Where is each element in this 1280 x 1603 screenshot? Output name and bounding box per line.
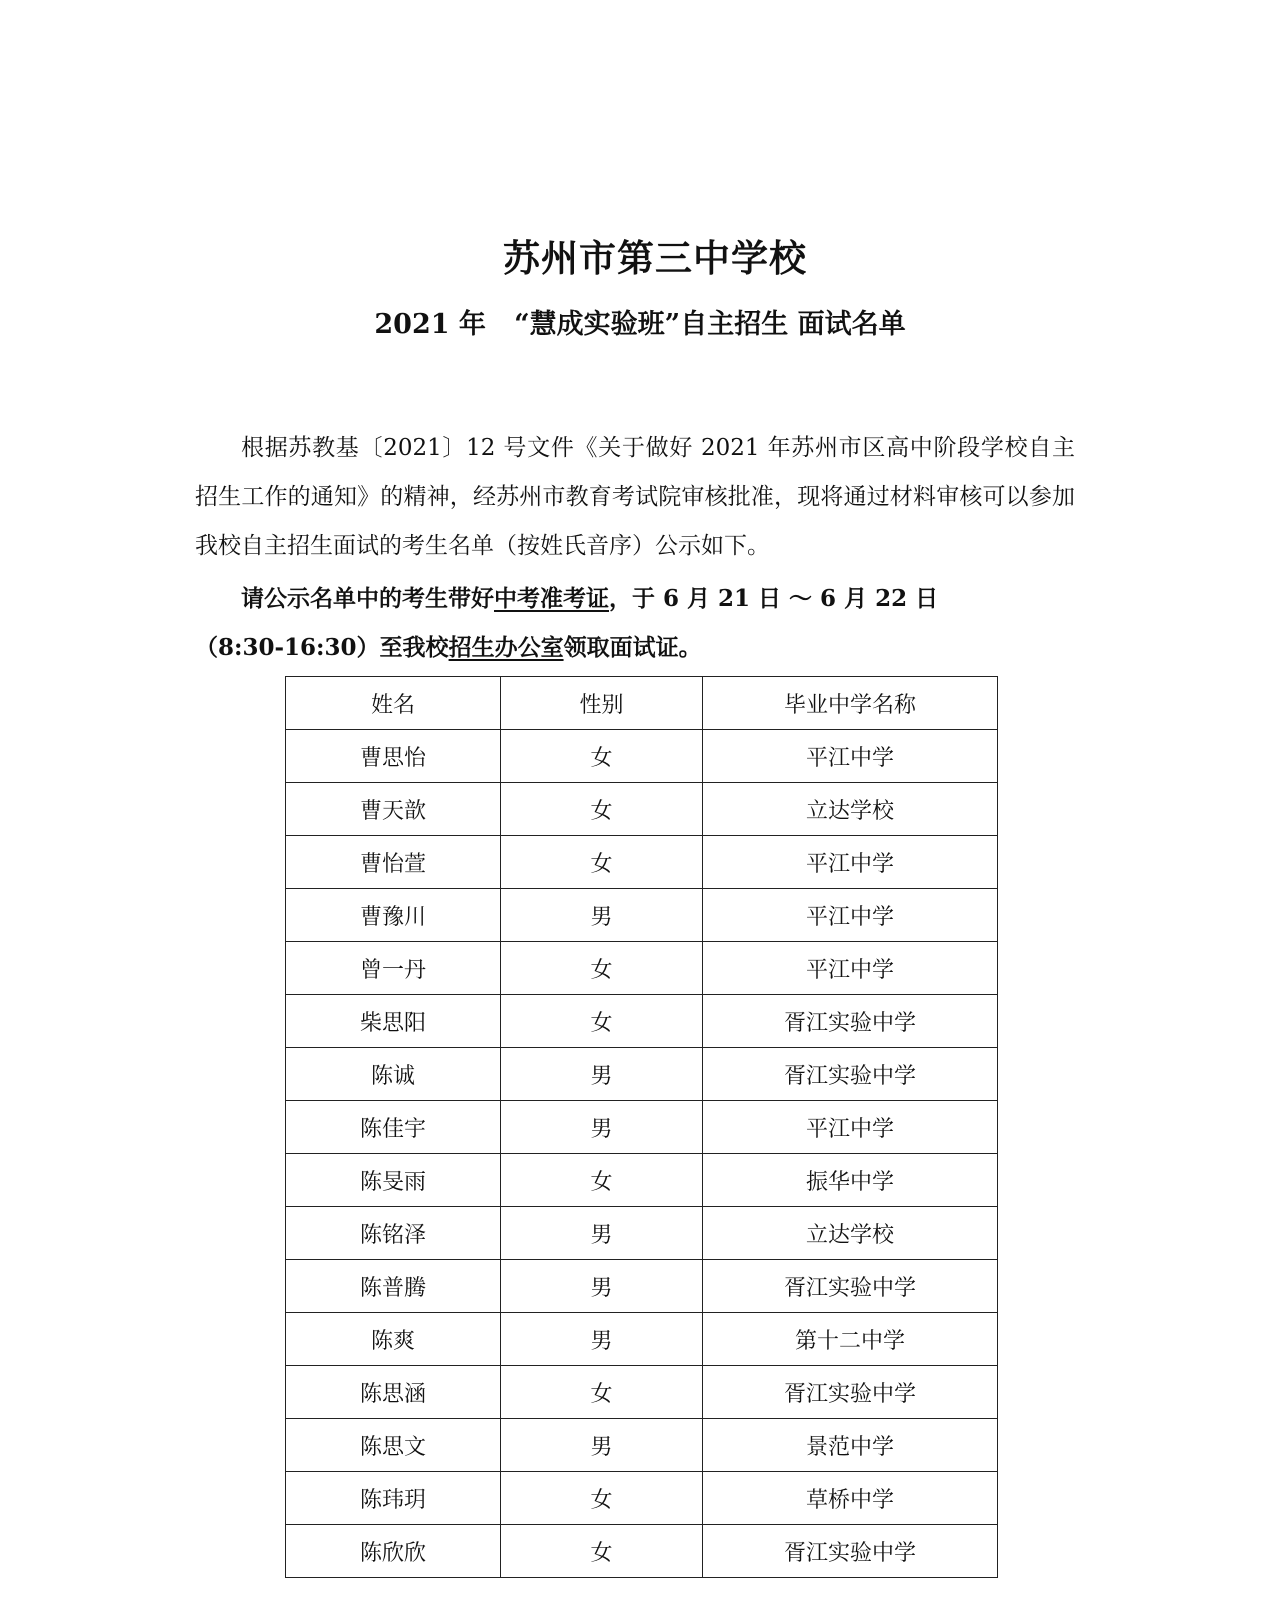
table-row: [286, 1419, 998, 1472]
table-row: [286, 889, 998, 942]
cell-gender: 女: [501, 1472, 703, 1525]
cell-name: 曾一丹: [286, 942, 501, 995]
cell-name: 陈普腾: [286, 1260, 501, 1313]
cell-name: 陈佳宇: [286, 1101, 501, 1154]
header-school: 毕业中学名称: [703, 677, 998, 730]
notice-text-1: 请公示名单中的考生带好: [241, 585, 494, 612]
cell-school: 平江中学: [703, 1101, 998, 1154]
notice-text-2: ，于 6 月 21 日 ～ 6 月 22 日: [609, 585, 939, 612]
table-row: [286, 1366, 998, 1419]
cell-name: 曹怡萱: [286, 836, 501, 889]
cell-name: 陈铭泽: [286, 1207, 501, 1260]
cell-gender: 男: [501, 1101, 703, 1154]
notice-text-3: （8:30-16:30）至我校: [195, 634, 449, 661]
cell-gender: 女: [501, 730, 703, 783]
cell-name: 陈欣欣: [286, 1525, 501, 1578]
notice-paragraph: [195, 574, 1075, 672]
table-row: [286, 1260, 998, 1313]
table-row: [286, 1525, 998, 1578]
table-header-row: [286, 677, 998, 730]
table-row: [286, 1101, 998, 1154]
cell-name: 曹思怡: [286, 730, 501, 783]
cell-name: 陈思涵: [286, 1366, 501, 1419]
notice-line-1: [195, 574, 1075, 623]
notice-exam-ticket: 中考准考证: [494, 585, 609, 612]
cell-school: 平江中学: [703, 889, 998, 942]
cell-school: 振华中学: [703, 1154, 998, 1207]
cell-gender: 女: [501, 942, 703, 995]
notice-admissions-office: 招生办公室: [448, 634, 564, 661]
cell-gender: 女: [501, 1525, 703, 1578]
cell-school: 胥江实验中学: [703, 1525, 998, 1578]
cell-school: 胥江实验中学: [703, 995, 998, 1048]
intro-paragraph: 根据苏教基〔2021〕12 号文件《关于做好 2021 年苏州市区高中阶段学校自主招生工作的通知》的精神，经苏州市教育考试院审核批准，现将通过材料审核可以参加我校自主招生面试的考生名单（按姓氏音序）公示如下。: [195, 435, 1075, 559]
cell-school: 平江中学: [703, 730, 998, 783]
cell-school: 胥江实验中学: [703, 1260, 998, 1313]
cell-school: 草桥中学: [703, 1472, 998, 1525]
table-row: [286, 836, 998, 889]
cell-gender: 男: [501, 1207, 703, 1260]
cell-school: 平江中学: [703, 942, 998, 995]
cell-school: 平江中学: [703, 836, 998, 889]
table-row: [286, 1207, 998, 1260]
notice-text-4: 领取面试证。: [563, 634, 702, 661]
table-body: [286, 730, 998, 1578]
cell-gender: 女: [501, 995, 703, 1048]
cell-gender: 女: [501, 783, 703, 836]
cell-gender: 男: [501, 889, 703, 942]
cell-name: 陈旻雨: [286, 1154, 501, 1207]
table-header: [286, 677, 998, 730]
table-row: [286, 995, 998, 1048]
page-title: 苏州市第三中学校: [503, 236, 807, 280]
table-row: [286, 942, 998, 995]
cell-gender: 男: [501, 1419, 703, 1472]
table-row: [286, 1048, 998, 1101]
cell-school: 景范中学: [703, 1419, 998, 1472]
cell-gender: 女: [501, 1154, 703, 1207]
interview-roster-table: [285, 676, 998, 1578]
table-row: [286, 783, 998, 836]
cell-gender: 女: [501, 836, 703, 889]
cell-name: 曹天歆: [286, 783, 501, 836]
cell-school: 胥江实验中学: [703, 1048, 998, 1101]
notice-line-2: [195, 623, 1075, 672]
cell-school: 第十二中学: [703, 1313, 998, 1366]
cell-gender: 男: [501, 1048, 703, 1101]
header-name: 姓名: [286, 677, 501, 730]
header-gender: 性别: [501, 677, 703, 730]
cell-school: 胥江实验中学: [703, 1366, 998, 1419]
table-row: [286, 1154, 998, 1207]
table-row: [286, 730, 998, 783]
cell-gender: 男: [501, 1313, 703, 1366]
table-row: [286, 1313, 998, 1366]
table-row: [286, 1472, 998, 1525]
cell-school: 立达学校: [703, 1207, 998, 1260]
cell-name: 陈玮玥: [286, 1472, 501, 1525]
cell-gender: 女: [501, 1366, 703, 1419]
cell-name: 陈诚: [286, 1048, 501, 1101]
cell-name: 陈思文: [286, 1419, 501, 1472]
cell-school: 立达学校: [703, 783, 998, 836]
cell-gender: 男: [501, 1260, 703, 1313]
cell-name: 柴思阳: [286, 995, 501, 1048]
page-subtitle: 2021 年 “慧成实验班”自主招生 面试名单: [374, 309, 906, 340]
cell-name: 曹豫川: [286, 889, 501, 942]
cell-name: 陈爽: [286, 1313, 501, 1366]
